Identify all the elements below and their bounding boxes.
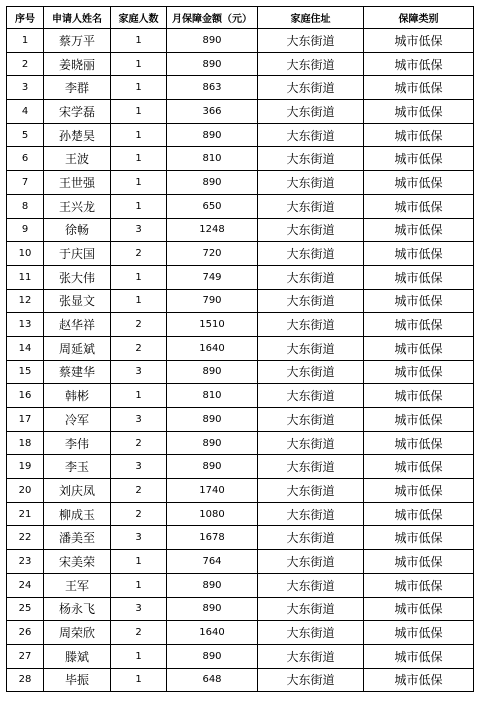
address-cell: 大东街道 [258,502,364,526]
name-cell: 张显文 [44,289,111,313]
table-row [7,408,474,432]
type-cell: 城市低保 [364,242,474,266]
type-cell: 城市低保 [364,147,474,171]
table-row [7,502,474,526]
type-cell: 城市低保 [364,526,474,550]
serial-cell: 10 [7,242,44,266]
type-cell: 城市低保 [364,384,474,408]
table-body [7,29,474,692]
address-cell: 大东街道 [258,644,364,668]
table-row [7,76,474,100]
amount-cell: 890 [167,360,258,384]
name-cell: 赵华祥 [44,313,111,337]
name-cell: 周延斌 [44,336,111,360]
serial-cell: 19 [7,455,44,479]
type-cell: 城市低保 [364,621,474,645]
type-cell: 城市低保 [364,289,474,313]
household-size-cell: 3 [111,360,167,384]
serial-cell: 15 [7,360,44,384]
header-applicant-name: 申请人姓名 [44,7,111,29]
serial-cell: 11 [7,265,44,289]
address-cell: 大东街道 [258,573,364,597]
name-cell: 周荣欣 [44,621,111,645]
type-cell: 城市低保 [364,313,474,337]
name-cell: 王世强 [44,171,111,195]
household-size-cell: 1 [111,668,167,692]
serial-cell: 17 [7,408,44,432]
household-size-cell: 2 [111,621,167,645]
household-size-cell: 1 [111,550,167,574]
type-cell: 城市低保 [364,218,474,242]
table-row [7,550,474,574]
household-size-cell: 2 [111,431,167,455]
amount-cell: 890 [167,408,258,432]
address-cell: 大东街道 [258,597,364,621]
name-cell: 于庆国 [44,242,111,266]
amount-cell: 650 [167,194,258,218]
address-cell: 大东街道 [258,384,364,408]
amount-cell: 764 [167,550,258,574]
type-cell: 城市低保 [364,123,474,147]
serial-cell: 28 [7,668,44,692]
name-cell: 宋美荣 [44,550,111,574]
serial-cell: 12 [7,289,44,313]
type-cell: 城市低保 [364,52,474,76]
table-row [7,384,474,408]
name-cell: 冷军 [44,408,111,432]
header-monthly-amount: 月保障金额（元） [167,7,258,29]
household-size-cell: 1 [111,147,167,171]
name-cell: 蔡万平 [44,29,111,53]
header-serial: 序号 [7,7,44,29]
type-cell: 城市低保 [364,194,474,218]
amount-cell: 890 [167,455,258,479]
type-cell: 城市低保 [364,597,474,621]
table-row [7,123,474,147]
amount-cell: 720 [167,242,258,266]
table-row [7,194,474,218]
address-cell: 大东街道 [258,479,364,503]
address-cell: 大东街道 [258,621,364,645]
name-cell: 毕振 [44,668,111,692]
name-cell: 滕斌 [44,644,111,668]
amount-cell: 890 [167,431,258,455]
table-row [7,668,474,692]
serial-cell: 23 [7,550,44,574]
address-cell: 大东街道 [258,431,364,455]
serial-cell: 7 [7,171,44,195]
table-row [7,644,474,668]
amount-cell: 890 [167,123,258,147]
amount-cell: 863 [167,76,258,100]
household-size-cell: 3 [111,408,167,432]
address-cell: 大东街道 [258,147,364,171]
name-cell: 王兴龙 [44,194,111,218]
type-cell: 城市低保 [364,668,474,692]
header-home-address: 家庭住址 [258,7,364,29]
address-cell: 大东街道 [258,76,364,100]
table-row [7,479,474,503]
serial-cell: 20 [7,479,44,503]
household-size-cell: 1 [111,644,167,668]
household-size-cell: 1 [111,194,167,218]
amount-cell: 749 [167,265,258,289]
address-cell: 大东街道 [258,408,364,432]
amount-cell: 1740 [167,479,258,503]
type-cell: 城市低保 [364,360,474,384]
serial-cell: 21 [7,502,44,526]
address-cell: 大东街道 [258,218,364,242]
serial-cell: 24 [7,573,44,597]
type-cell: 城市低保 [364,171,474,195]
household-size-cell: 2 [111,242,167,266]
serial-cell: 27 [7,644,44,668]
serial-cell: 22 [7,526,44,550]
table-row [7,100,474,124]
address-cell: 大东街道 [258,289,364,313]
serial-cell: 1 [7,29,44,53]
name-cell: 潘美至 [44,526,111,550]
household-size-cell: 1 [111,384,167,408]
type-cell: 城市低保 [364,479,474,503]
name-cell: 韩彬 [44,384,111,408]
header-row [7,7,474,29]
type-cell: 城市低保 [364,573,474,597]
household-size-cell: 2 [111,336,167,360]
table-row [7,242,474,266]
serial-cell: 16 [7,384,44,408]
table-row [7,147,474,171]
household-size-cell: 1 [111,171,167,195]
serial-cell: 13 [7,313,44,337]
table-row [7,336,474,360]
header-allowance-type: 保障类别 [364,7,474,29]
address-cell: 大东街道 [258,526,364,550]
address-cell: 大东街道 [258,336,364,360]
name-cell: 张大伟 [44,265,111,289]
type-cell: 城市低保 [364,431,474,455]
type-cell: 城市低保 [364,265,474,289]
type-cell: 城市低保 [364,455,474,479]
serial-cell: 14 [7,336,44,360]
serial-cell: 8 [7,194,44,218]
type-cell: 城市低保 [364,336,474,360]
household-size-cell: 1 [111,76,167,100]
household-size-cell: 3 [111,526,167,550]
serial-cell: 18 [7,431,44,455]
address-cell: 大东街道 [258,52,364,76]
amount-cell: 890 [167,573,258,597]
table-row [7,573,474,597]
name-cell: 柳成玉 [44,502,111,526]
household-size-cell: 2 [111,313,167,337]
name-cell: 王波 [44,147,111,171]
type-cell: 城市低保 [364,550,474,574]
address-cell: 大东街道 [258,360,364,384]
name-cell: 王军 [44,573,111,597]
table-row [7,289,474,313]
household-size-cell: 2 [111,479,167,503]
serial-cell: 2 [7,52,44,76]
table-row [7,29,474,53]
table-row [7,360,474,384]
name-cell: 杨永飞 [44,597,111,621]
table-row [7,526,474,550]
name-cell: 李玉 [44,455,111,479]
amount-cell: 1510 [167,313,258,337]
household-size-cell: 3 [111,597,167,621]
household-size-cell: 1 [111,289,167,313]
household-size-cell: 3 [111,455,167,479]
serial-cell: 5 [7,123,44,147]
address-cell: 大东街道 [258,100,364,124]
table-row [7,621,474,645]
address-cell: 大东街道 [258,194,364,218]
type-cell: 城市低保 [364,644,474,668]
household-size-cell: 1 [111,29,167,53]
table-row [7,52,474,76]
table-row [7,171,474,195]
amount-cell: 890 [167,171,258,195]
serial-cell: 6 [7,147,44,171]
name-cell: 李群 [44,76,111,100]
amount-cell: 1080 [167,502,258,526]
address-cell: 大东街道 [258,265,364,289]
name-cell: 蔡建华 [44,360,111,384]
name-cell: 孙楚昊 [44,123,111,147]
name-cell: 徐畅 [44,218,111,242]
amount-cell: 366 [167,100,258,124]
amount-cell: 1248 [167,218,258,242]
address-cell: 大东街道 [258,313,364,337]
amount-cell: 648 [167,668,258,692]
allowance-table [6,6,474,692]
name-cell: 李伟 [44,431,111,455]
household-size-cell: 1 [111,100,167,124]
serial-cell: 4 [7,100,44,124]
amount-cell: 1678 [167,526,258,550]
type-cell: 城市低保 [364,408,474,432]
header-household-size: 家庭人数 [111,7,167,29]
type-cell: 城市低保 [364,100,474,124]
amount-cell: 790 [167,289,258,313]
household-size-cell: 1 [111,265,167,289]
amount-cell: 1640 [167,621,258,645]
address-cell: 大东街道 [258,550,364,574]
table-row [7,265,474,289]
address-cell: 大东街道 [258,668,364,692]
amount-cell: 890 [167,597,258,621]
name-cell: 姜晓丽 [44,52,111,76]
amount-cell: 810 [167,147,258,171]
type-cell: 城市低保 [364,76,474,100]
name-cell: 刘庆凤 [44,479,111,503]
household-size-cell: 1 [111,573,167,597]
table-row [7,218,474,242]
amount-cell: 890 [167,52,258,76]
household-size-cell: 3 [111,218,167,242]
amount-cell: 890 [167,644,258,668]
serial-cell: 25 [7,597,44,621]
table-header [7,7,474,29]
address-cell: 大东街道 [258,171,364,195]
household-size-cell: 2 [111,502,167,526]
address-cell: 大东街道 [258,242,364,266]
name-cell: 宋学磊 [44,100,111,124]
household-size-cell: 1 [111,123,167,147]
amount-cell: 810 [167,384,258,408]
address-cell: 大东街道 [258,29,364,53]
address-cell: 大东街道 [258,123,364,147]
amount-cell: 1640 [167,336,258,360]
serial-cell: 3 [7,76,44,100]
amount-cell: 890 [167,29,258,53]
household-size-cell: 1 [111,52,167,76]
type-cell: 城市低保 [364,29,474,53]
table-row [7,431,474,455]
serial-cell: 9 [7,218,44,242]
table-row [7,313,474,337]
serial-cell: 26 [7,621,44,645]
table-row [7,455,474,479]
type-cell: 城市低保 [364,502,474,526]
address-cell: 大东街道 [258,455,364,479]
table-row [7,597,474,621]
